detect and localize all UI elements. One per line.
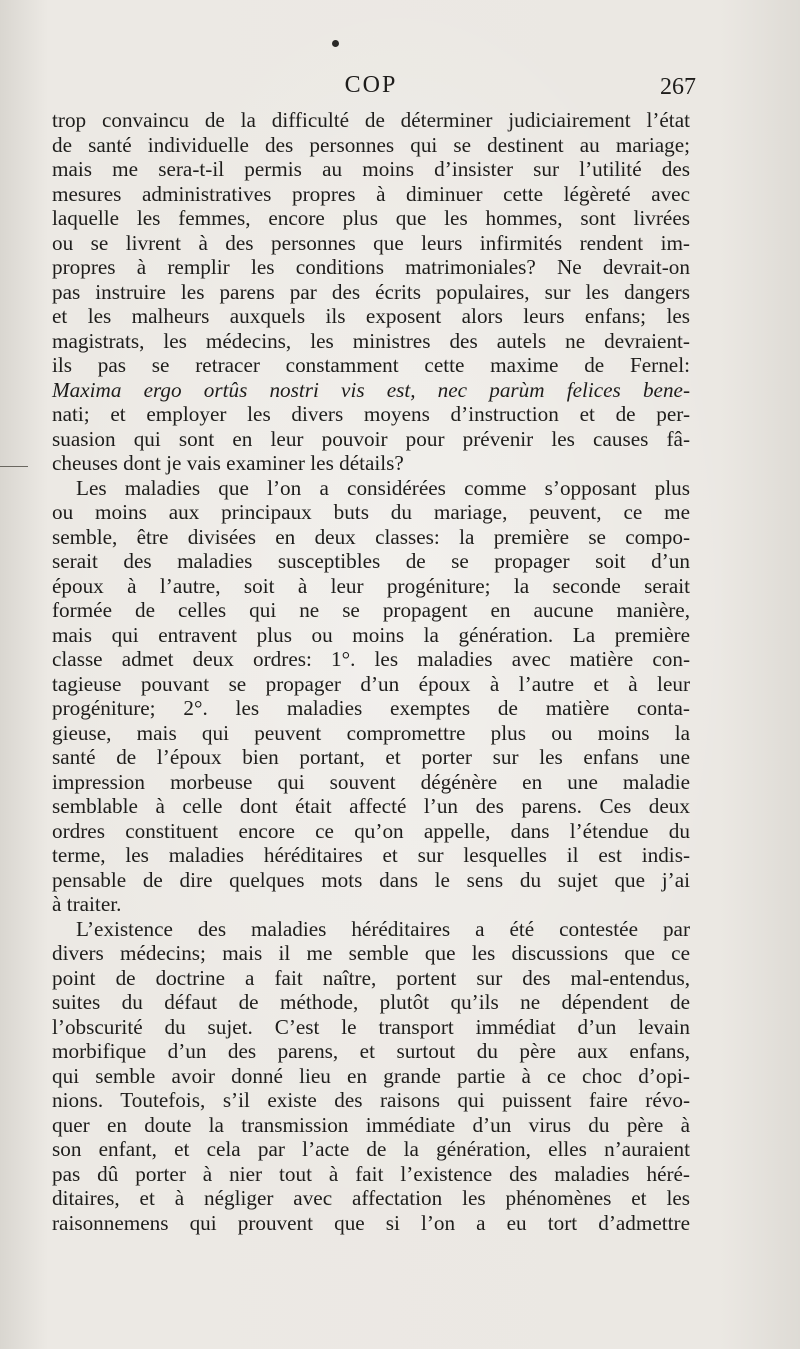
text-line: l’obscurité du sujet. C’est le transport immédiat d’un levain [52,1014,690,1039]
paragraph-1 [52,108,690,476]
text-line: serait des maladies susceptibles de se propager soit d’un [52,549,690,573]
text-line: ou se livrent à des personnes que leurs infirmités rendent im- [52,230,690,255]
running-head [52,72,696,108]
text-line: semble, être divisées en deux classes: la première se compo- [52,524,690,549]
text-line: ditaires, et à négliger avec affectation les phénomènes et les [52,1186,690,1210]
ink-dot [332,40,339,47]
text-line: classe admet deux ordres: 1°. les maladies avec matière con- [52,647,690,671]
text-line: impression morbeuse qui souvent dégénère en une maladie [52,769,690,794]
page-number: 267 [660,74,696,100]
text-line: qui semble avoir donné lieu en grande partie à ce choc d’opi- [52,1063,690,1088]
text-line: gieuse, mais qui peuvent compromettre plus ou moins la [52,720,690,745]
text-line: et les malheurs auxquels ils exposent alors leurs enfans; les [52,304,690,328]
text-line: propres à remplir les conditions matrimoniales? Ne devrait-on [52,255,690,279]
body-text [52,108,690,1235]
text-line: cheuses dont je vais examiner les détails? [52,451,404,475]
text-line: ils pas se retracer constamment cette maxime de Fernel: [52,353,690,377]
text-line-italic: Maxima ergo ortûs nostri vis est, nec parùm felices bene- [52,377,690,402]
text-line: santé de l’époux bien portant, et porter sur les enfans une [52,745,690,769]
text-line: laquelle les femmes, encore plus que les hommes, sont livrées [52,206,690,230]
text-line: mesures administratives propres à diminuer cette légèreté avec [52,181,690,206]
text-line: magistrats, les médecins, les ministres des autels ne devraient- [52,328,690,353]
margin-mark [0,466,28,467]
text-line: pas dû porter à nier tout à fait l’existence des maladies héré- [52,1161,690,1186]
text-line: Les maladies que l’on a considérées comme s’opposant plus [76,475,690,500]
text-line: trop convaincu de la difficulté de déterminer judiciairement l’état [52,108,690,132]
text-line: à traiter. [52,892,122,916]
text-line: mais qui entravent plus ou moins la génération. La première [52,622,690,647]
paragraph-2 [52,476,690,917]
text-line: mais me sera-t-il permis au moins d’insister sur l’utilité des [52,157,690,181]
text-line: semblable à celle dont était affecté l’un des parens. Ces deux [52,794,690,818]
text-line: époux à l’autre, soit à leur progéniture; la seconde serait [52,573,690,598]
text-line: suasion qui sont en leur pouvoir pour prévenir les causes fâ- [52,426,690,451]
text-line: quer en doute la transmission immédiate d’un virus du père à [52,1112,690,1137]
text-line: ordres constituent encore ce qu’on appelle, dans l’étendue du [52,818,690,843]
text-line: ou moins aux principaux buts du mariage, peuvent, ce me [52,500,690,524]
text-line: pas instruire les parens par des écrits populaires, sur les dangers [52,279,690,304]
text-line: pensable de dire quelques mots dans le sens du sujet que j’ai [52,867,690,892]
text-line: tagieuse pouvant se propager d’un époux à l’autre et à leur [52,671,690,696]
text-line: de santé individuelle des personnes qui se destinent au mariage; [52,132,690,157]
text-line: terme, les maladies héréditaires et sur lesquelles il est indis- [52,843,690,867]
text-line: son enfant, et cela par l’acte de la génération, elles n’auraient [52,1137,690,1161]
text-line: nati; et employer les divers moyens d’instruction et de per- [52,402,690,426]
text-line: morbifique d’un des parens, et surtout du père aux enfans, [52,1039,690,1063]
text-line: point de doctrine a fait naître, portent sur des mal-entendus, [52,965,690,990]
text-line: raisonnemens qui prouvent que si l’on a eu tort d’admettre [52,1210,690,1235]
text-line: progéniture; 2°. les maladies exemptes de matière conta- [52,696,690,720]
text-line: divers médecins; mais il me semble que les discussions que ce [52,941,690,965]
paragraph-3 [52,917,690,1236]
text-line: L’existence des maladies héréditaires a été contestée par [76,916,690,941]
running-title: COP [344,72,398,98]
text-line: nions. Toutefois, s’il existe des raisons qui puissent faire révo- [52,1088,690,1112]
text-line: suites du défaut de méthode, plutôt qu’ils ne dépendent de [52,990,690,1014]
text-line: formée de celles qui ne se propagent en aucune manière, [52,598,690,622]
